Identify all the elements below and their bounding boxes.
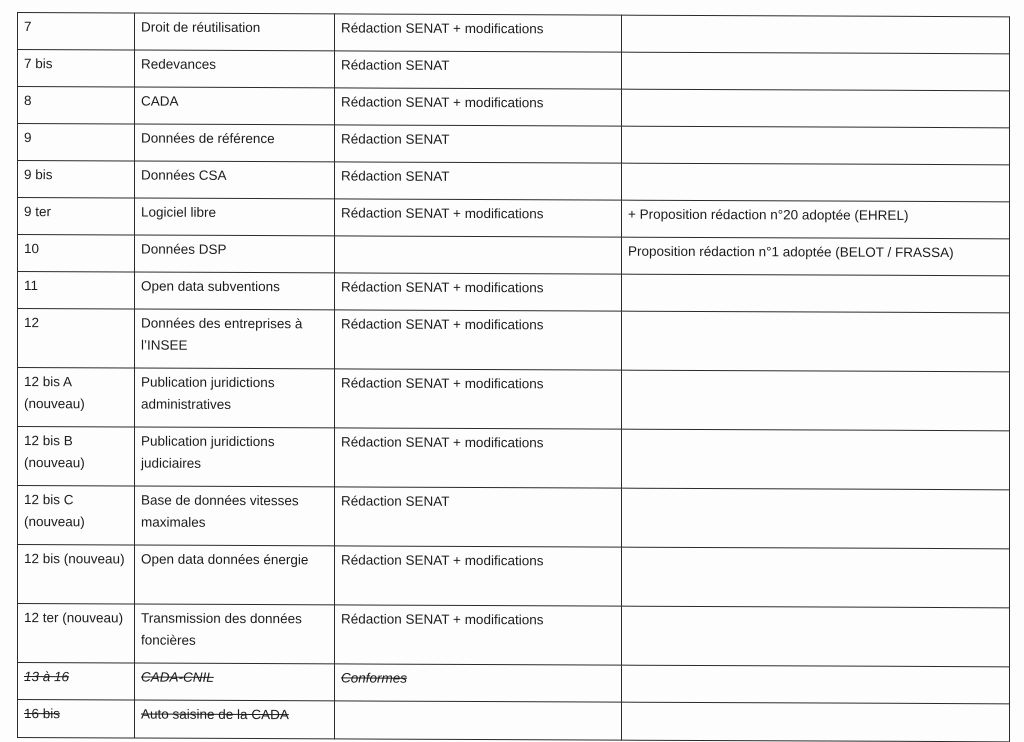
objet-cell: Open data données énergie: [135, 545, 335, 605]
observation-cell: [622, 274, 1010, 313]
objet-cell: CADA: [135, 87, 335, 125]
table-row: [18, 427, 1010, 490]
objet-cell: Open data subventions: [135, 272, 335, 310]
table-row: [18, 50, 1010, 91]
objet-cell: Données CSA: [135, 161, 335, 199]
article-cell: 12 ter (nouveau): [18, 604, 135, 664]
objet-cell: Données des entreprises à l’INSEE: [135, 309, 335, 369]
table-row: [18, 124, 1010, 165]
struck-text: Conformes: [341, 670, 408, 686]
statut-cell: Rédaction SENAT + modifications: [335, 88, 622, 126]
table-row: [18, 368, 1010, 431]
statut-cell: Rédaction SENAT + modifications: [335, 14, 622, 52]
observation-cell: [622, 702, 1010, 742]
article-cell: 7: [18, 13, 135, 51]
table-row: [18, 13, 1010, 54]
statut-cell: Rédaction SENAT + modifications: [335, 199, 622, 237]
observation-cell: + Proposition rédaction n°20 adoptée (EHREL): [622, 200, 1010, 239]
article-cell: 9 ter: [18, 198, 135, 236]
statut-cell: Rédaction SENAT + modifications: [335, 546, 622, 606]
statut-cell: Rédaction SENAT + modifications: [335, 310, 622, 370]
observation-cell: Proposition rédaction n°1 adoptée (BELOT / FRASSA): [622, 237, 1010, 276]
table-row: [18, 198, 1010, 239]
statut-cell: Rédaction SENAT: [335, 487, 622, 547]
statut-cell: Rédaction SENAT + modifications: [335, 273, 622, 311]
observation-cell: [622, 547, 1010, 608]
struck-text: Auto saisine de la CADA: [141, 706, 289, 723]
struck-text: 16 bis: [24, 706, 61, 722]
statut-cell: [335, 701, 622, 740]
objet-cell: Données DSP: [135, 235, 335, 273]
article-cell: 7 bis: [18, 50, 135, 88]
objet-cell: Données de référence: [135, 124, 335, 162]
article-cell: 11: [18, 272, 135, 310]
struck-text: 13 à 16: [24, 669, 70, 685]
objet-cell: Publication juridictions administratives: [135, 368, 335, 428]
table-row: [18, 545, 1010, 608]
article-cell: 12 bis (nouveau): [18, 545, 135, 605]
articles-table: [17, 12, 1010, 742]
article-cell: [18, 663, 135, 701]
table-row: [18, 161, 1010, 202]
observation-cell: [622, 606, 1010, 667]
table-row: [18, 272, 1010, 313]
article-cell: [18, 700, 135, 739]
objet-cell: Redevances: [135, 50, 335, 88]
struck-text: CADA-CNIL: [141, 669, 214, 685]
observation-cell: [622, 311, 1010, 372]
article-cell: 12: [18, 309, 135, 369]
observation-cell: [622, 488, 1010, 549]
observation-cell: [622, 429, 1010, 490]
observation-cell: [622, 665, 1010, 704]
observation-cell: [622, 163, 1010, 202]
article-cell: 9: [18, 124, 135, 162]
article-cell: 8: [18, 87, 135, 125]
table-row: [18, 309, 1010, 372]
article-cell: 9 bis: [18, 161, 135, 199]
statut-cell: Rédaction SENAT: [335, 125, 622, 163]
table-row: [18, 700, 1010, 742]
table-row: [18, 663, 1010, 704]
observation-cell: [622, 126, 1010, 165]
observation-cell: [622, 89, 1010, 128]
table-row: [18, 235, 1010, 276]
objet-cell: [135, 663, 335, 701]
observation-cell: [622, 52, 1010, 91]
statut-cell: [335, 236, 622, 274]
objet-cell: Transmission des données foncières: [135, 604, 335, 664]
article-cell: 12 bis A (nouveau): [18, 368, 135, 428]
table-row: [18, 486, 1010, 549]
article-cell: 12 bis C (nouveau): [18, 486, 135, 546]
statut-cell: Rédaction SENAT: [335, 51, 622, 89]
observation-cell: [622, 15, 1010, 54]
statut-cell: Rédaction SENAT + modifications: [335, 605, 622, 665]
objet-cell: [135, 700, 335, 739]
article-cell: 12 bis B (nouveau): [18, 427, 135, 487]
objet-cell: Base de données vitesses maximales: [135, 486, 335, 546]
statut-cell: Rédaction SENAT: [335, 162, 622, 200]
objet-cell: Logiciel libre: [135, 198, 335, 236]
article-cell: 10: [18, 235, 135, 273]
observation-cell: [622, 370, 1010, 431]
table-row: [18, 87, 1010, 128]
statut-cell: [335, 664, 622, 702]
table-row: [18, 604, 1010, 667]
objet-cell: Publication juridictions judiciaires: [135, 427, 335, 487]
statut-cell: Rédaction SENAT + modifications: [335, 428, 622, 488]
statut-cell: Rédaction SENAT + modifications: [335, 369, 622, 429]
objet-cell: Droit de réutilisation: [135, 13, 335, 51]
